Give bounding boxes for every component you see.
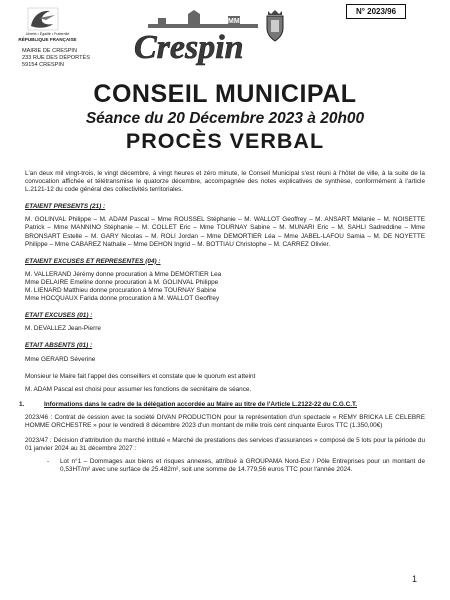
presents-list: M. GOLINVAL Philippe – M. ADAM Pascal – Mme ROUSSEL Stéphanie – M. WALLOT Geoffrey – M. ANSART Mélanie – M. NOISETTE Patrick – Mme MANNINO Stéphanie – M. COLLET Eric – Mme TOURNAY Sabine – M. MUNARI Eric – M. SAHLI Sadreddine – Mme BRONSART Estelle – M. GARY Nicolas – M. ROLI Jordan – Mme DEMORTIER Léa – Mme JABEL-LAFOU Samia – M. DE NOYETTE Philippe – Mme CABAREZ Nathalie – Mme DEHON Ingrid – M. BOTTIAU Christophe – M. CARREZ Olivier. — [25, 216, 425, 248]
decision-paragraph: 2023/46 : Contrat de cession avec la société DIVAN PRODUCTION pour la représentation d'un spectacle « REMY BRICKA LE CELEBRE HOMME ORCHESTRE » pour le vendredi 8 décembre 2023 d'un montant de mille trois cent cinquante Euros TTC (1.350,00€) — [25, 413, 425, 429]
proxies-heading: ETAIENT EXCUSES ET REPRESENTES (04) : — [25, 257, 161, 265]
page-number: 1 — [412, 574, 418, 584]
town-crest-icon — [262, 10, 288, 44]
page-title: CONSEIL MUNICIPAL — [93, 80, 357, 108]
absent-heading: ETAIT ABSENTS (01) : — [25, 342, 93, 350]
quorum-statement: Monsieur le Maire fait l'appel des conseillers et constate que le quorum est atteint — [25, 372, 256, 380]
section-heading — [19, 401, 425, 409]
proxy-line: M. VALLERAND Jérémy donne procuration à Mme DEMORTIER Lea — [25, 270, 222, 278]
presents-heading: ETAIENT PRESENTS (21) : — [25, 203, 106, 211]
session-date: Séance du 20 Décembre 2023 à 20h00 — [85, 110, 365, 127]
address-line: 59154 CRESPIN — [22, 62, 64, 69]
address-line: MAIRIE DE CRESPIN — [22, 48, 78, 54]
document-body — [19, 170, 425, 474]
lot-bullet: - — [47, 458, 50, 466]
section-title: Informations dans le cadre de la délégation accordée au Maire au titre de l'Article L.2122-22 du C.G.C.T. — [44, 400, 357, 408]
mairie-address — [22, 48, 90, 70]
town-name: Crespin — [134, 29, 244, 66]
absent-name: Mme GERARD Séverine — [25, 355, 96, 363]
intro-paragraph: L'an deux mil vingt-trois, le vingt décembre, à vingt heures et zéro minute, le Conseil Municipal s'est réuni à l'hôtel de ville, à la suite de la convocation affichée et télétransmise le quatorze décembre, accompagnée des notes explicatives de synthèse, conformément à l'article L.2121-12 du code général des collectivités territoriales. — [25, 170, 425, 194]
crespin-logo — [128, 6, 276, 68]
document-type: PROCÈS VERBAL — [125, 129, 325, 153]
excused-name: M. DEVALLEZ Jean-Pierre — [25, 325, 101, 333]
rf-motto: Liberté • Égalité • Fraternité — [25, 32, 70, 36]
proxy-line: Mme DELAIRE Emeline donne procuration à M. GOLINVAL Philippe — [25, 278, 219, 286]
proxy-line: M. LIENARD Matthieu donne procuration à Mme TOURNAY Sabine — [25, 287, 217, 295]
town-tag: MMXV — [228, 18, 249, 25]
lot-text: Lot n°1 – Dommages aux biens et risques annexes, attribué à GROUPAMA Nord-Est / Pôle Entreprises pour un montant de 0,53HT/m² avec une surface de 25.482m², soit une somme de 14.779,56 euros TTC pour l'année 2024. — [60, 458, 425, 474]
lot-item — [25, 458, 425, 474]
proxy-line: Mme HOCQUAUX Farida donne procuration à M. WALLOT Geoffrey — [25, 295, 220, 303]
rf-name: RÉPUBLIQUE FRANÇAISE — [18, 37, 77, 42]
decision-paragraph: 2023/47 : Décision d'attribution du marché intitulé « Marché de prestations des services d'assurances » composé de 5 lots pour la période du 01 janvier 2024 au 31 décembre 2027 : — [25, 437, 425, 453]
section-number: 1. — [19, 400, 25, 408]
secretary-statement: M. ADAM Pascal est choisi pour assumer les fonctions de secrétaire de séance. — [25, 385, 252, 393]
excused-heading: ETAIT EXCUSES (01) : — [25, 312, 93, 320]
proxies-list — [25, 271, 425, 303]
document-number-box: N° 2023/96 — [346, 4, 406, 19]
marianne-logo-icon — [26, 6, 60, 32]
address-line: 233 RUE DES DÉPORTÉS — [22, 55, 90, 62]
